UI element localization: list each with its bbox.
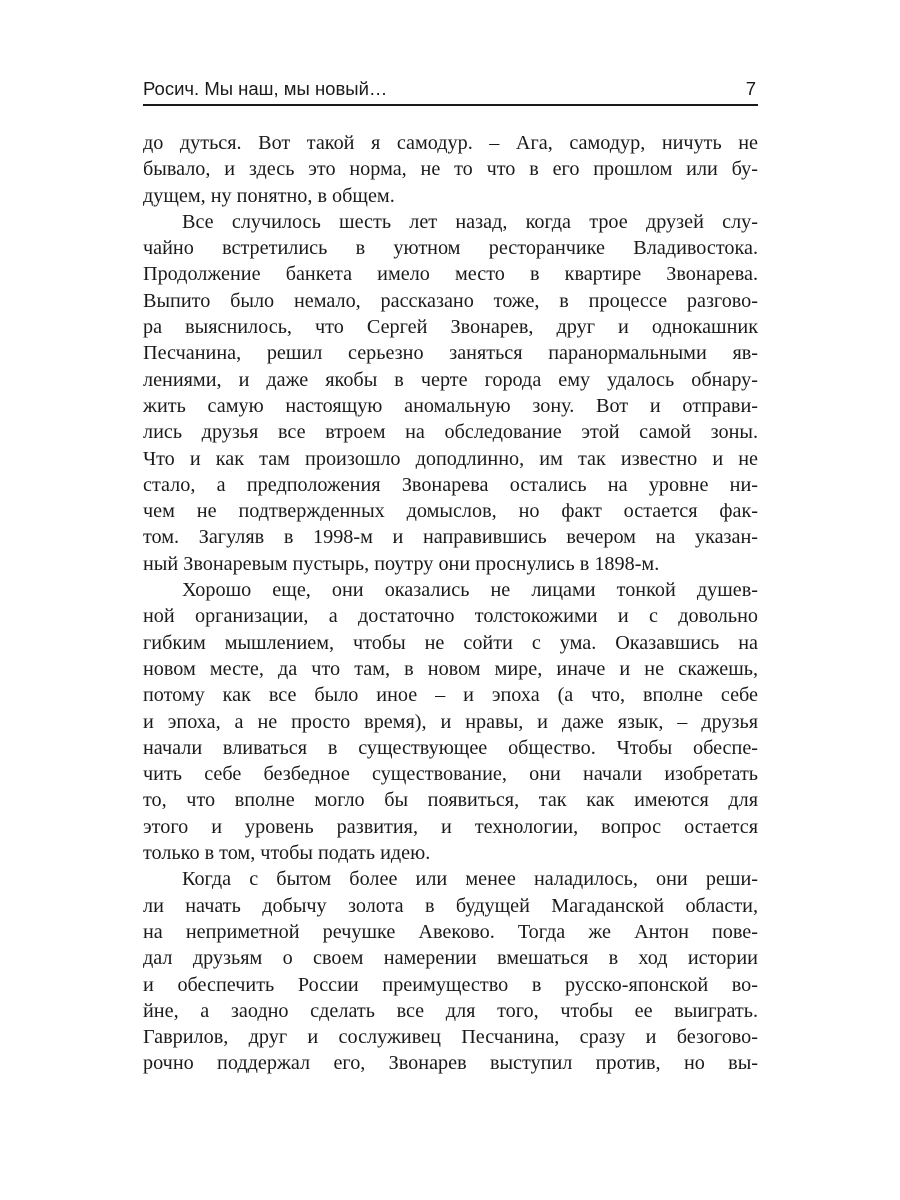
text-line: Песчанина, решил серьезно заняться паранормальными яв-	[143, 342, 758, 365]
text-line: Когда с бытом более или менее наладилось, они реши-	[182, 868, 758, 891]
text-line: этого и уровень развития, и технологии, вопрос остается	[143, 815, 758, 838]
text-line: Хорошо еще, они оказались не лицами тонкой душев-	[182, 579, 758, 602]
text-line: ной организации, а достаточно толстокожими и с довольно	[143, 605, 758, 628]
text-line: до дуться. Вот такой я самодур. – Ага, самодур, ничуть не	[143, 132, 758, 154]
text-line: и эпоха, а не просто время), и нравы, и даже язык, – друзья	[143, 710, 758, 733]
text-line: начали вливаться в существующее общество. Чтобы обеспе-	[143, 736, 758, 759]
text-line: Продолжение банкета имело место в квартире Звонарева.	[143, 263, 758, 286]
text-line: том. Загуляв в 1998-м и направившись вечером на указан-	[143, 526, 758, 549]
running-head-title: Росич. Мы наш, мы новый…	[143, 78, 388, 99]
header-rule	[143, 104, 758, 106]
text-line: йне, а заодно сделать все для того, чтобы ее выиграть.	[143, 999, 758, 1022]
text-line: стало, а предположения Звонарева остались на уровне ни-	[143, 473, 758, 496]
text-line: новом месте, да что там, в новом мире, иначе и не скажешь,	[143, 657, 758, 680]
text-line: на неприметной речушке Авеково. Тогда же Антон пове-	[143, 920, 758, 943]
body-text	[143, 130, 758, 1077]
text-line: чайно встретились в уютном ресторанчике Владивостока.	[143, 237, 758, 260]
text-line: дущем, ну понятно, в общем.	[143, 184, 395, 207]
text-line: бывало, и здесь это норма, не то что в его прошлом или бу-	[143, 158, 758, 181]
text-line: ный Звонаревым пустырь, поутру они проснулись в 1898-м.	[143, 552, 660, 575]
text-line: только в том, чтобы подать идею.	[143, 842, 431, 865]
text-line: чем не подтвержденных домыслов, но факт остается фак-	[143, 500, 758, 523]
running-head	[143, 76, 758, 102]
text-line: то, что вполне могло бы появиться, так как имеются для	[143, 789, 758, 812]
text-line: гибким мышлением, чтобы не сойти с ума. Оказавшись на	[143, 631, 758, 654]
text-line: ли начать добычу золота в будущей Магаданской области,	[143, 894, 758, 917]
text-line: лениями, и даже якобы в черте города ему удалось обнару-	[143, 368, 758, 391]
text-line: Что и как там произошло доподлинно, им так известно и не	[143, 447, 758, 470]
text-line: потому как все было иное – и эпоха (а что, вполне себе	[143, 684, 758, 707]
text-line: жить самую настоящую аномальную зону. Вот и отправи-	[143, 394, 758, 417]
text-line: Гаврилов, друг и сослуживец Песчанина, сразу и безогово-	[143, 1026, 758, 1049]
text-line: рочно поддержал его, Звонарев выступил против, но вы-	[143, 1052, 758, 1075]
text-line: и обеспечить России преимущество в русско-японской во-	[143, 973, 758, 996]
text-line: Выпито было немало, рассказано тоже, в процессе разгово-	[143, 289, 758, 312]
page-number: 7	[745, 78, 756, 99]
text-line: Все случилось шесть лет назад, когда трое друзей слу-	[182, 210, 758, 233]
text-line: лись друзья все втроем на обследование этой самой зоны.	[143, 421, 758, 444]
text-line: дал друзьям о своем намерении вмешаться в ход истории	[143, 947, 758, 970]
text-line: ра выяснилось, что Сергей Звонарев, друг и однокашник	[143, 316, 758, 339]
text-line: чить себе безбедное существование, они начали изобретать	[143, 763, 758, 786]
